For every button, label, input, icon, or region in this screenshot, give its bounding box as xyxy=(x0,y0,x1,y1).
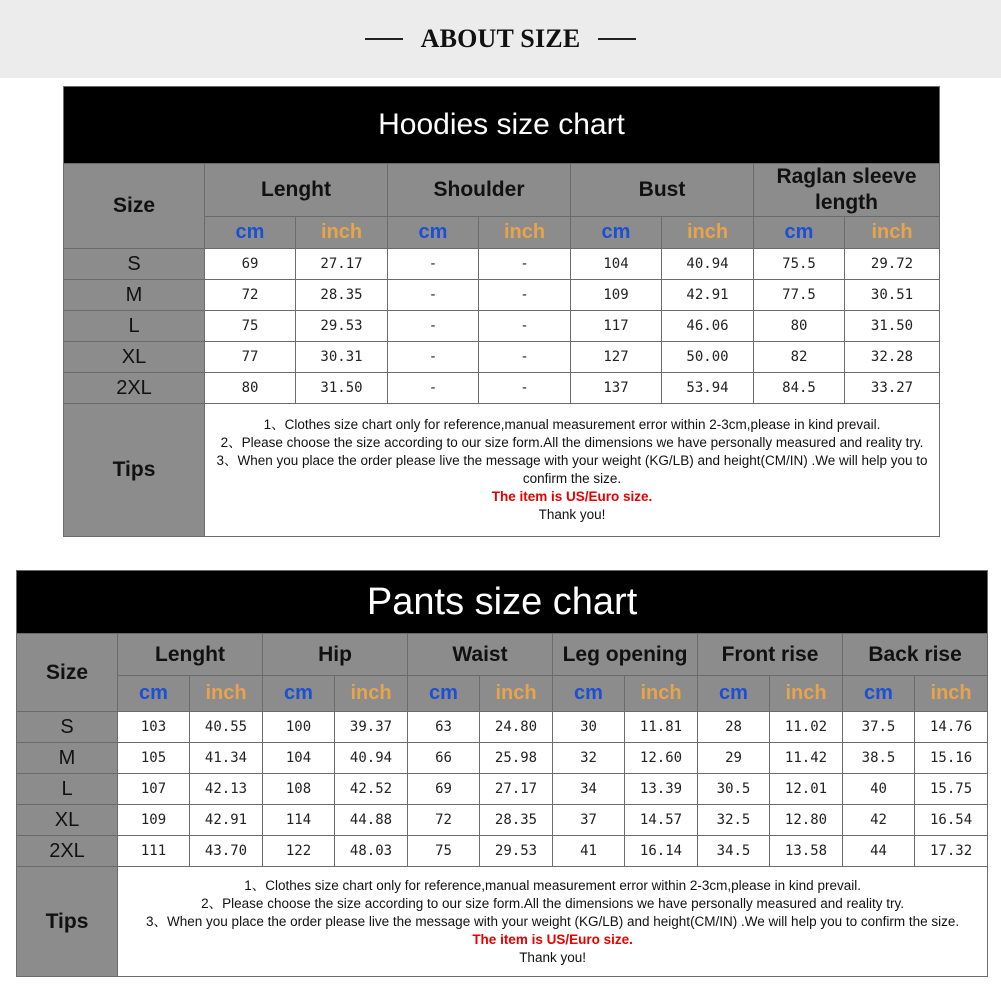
shoulder-cm-cell: - xyxy=(388,249,479,280)
unit-inch: inch xyxy=(479,217,571,249)
unit-cm: cm xyxy=(571,217,662,249)
unit-cm: cm xyxy=(408,676,480,712)
hip-cm-cell: 114 xyxy=(263,805,335,836)
waist-inch-cell: 29.53 xyxy=(480,836,553,867)
tip-line: 2、Please choose the size according to our size form.All the dimensions we have personally measured and reality try. xyxy=(201,895,905,911)
length-cm-cell: 77 xyxy=(205,342,296,373)
about-size-banner xyxy=(0,0,1001,78)
back-rise-cm-cell: 40 xyxy=(843,774,915,805)
bust-inch-cell: 50.00 xyxy=(662,342,754,373)
size-label: 2XL xyxy=(17,836,118,867)
size-label: M xyxy=(64,280,205,311)
raglan-sleeve-cm-cell: 75.5 xyxy=(754,249,845,280)
front-rise-inch-cell: 12.01 xyxy=(770,774,843,805)
length-inch-cell: 42.91 xyxy=(190,805,263,836)
pants-size-row xyxy=(17,805,988,836)
tip-line: 1、Clothes size chart only for reference,manual measurement error within 2-3cm,please in kind prevail. xyxy=(244,877,861,893)
unit-inch: inch xyxy=(662,217,754,249)
waist-cm-cell: 66 xyxy=(408,743,480,774)
hip-inch-cell: 39.37 xyxy=(335,712,408,743)
raglan-sleeve-inch-cell: 29.72 xyxy=(845,249,940,280)
hoodies-size-chart xyxy=(63,86,940,537)
leg-opening-inch-cell: 16.14 xyxy=(625,836,698,867)
unit-cm: cm xyxy=(263,676,335,712)
hip-inch-cell: 40.94 xyxy=(335,743,408,774)
unit-cm: cm xyxy=(843,676,915,712)
hip-cm-cell: 104 xyxy=(263,743,335,774)
raglan-sleeve-inch-cell: 30.51 xyxy=(845,280,940,311)
front-rise-cm-cell: 29 xyxy=(698,743,770,774)
unit-cm: cm xyxy=(698,676,770,712)
hoodies-shoulder-header: Shoulder xyxy=(388,164,571,217)
pants-chart-title: Pants size chart xyxy=(17,571,988,634)
length-inch-cell: 29.53 xyxy=(296,311,388,342)
tip-line: 1、Clothes size chart only for reference,manual measurement error within 2-3cm,please in kind prevail. xyxy=(263,417,881,432)
length-cm-cell: 111 xyxy=(118,836,190,867)
unit-cm: cm xyxy=(118,676,190,712)
leg-opening-cm-cell: 37 xyxy=(553,805,625,836)
hip-inch-cell: 42.52 xyxy=(335,774,408,805)
hoodies-length-header: Lenght xyxy=(205,164,388,217)
length-inch-cell: 27.17 xyxy=(296,249,388,280)
unit-cm: cm xyxy=(553,676,625,712)
hoodies-tips-label: Tips xyxy=(64,404,205,537)
length-inch-cell: 28.35 xyxy=(296,280,388,311)
tip-size-notice: The item is US/Euro size. xyxy=(472,931,633,947)
leg-opening-inch-cell: 12.60 xyxy=(625,743,698,774)
length-cm-cell: 75 xyxy=(205,311,296,342)
hip-cm-cell: 108 xyxy=(263,774,335,805)
size-label: S xyxy=(64,249,205,280)
unit-inch: inch xyxy=(480,676,553,712)
length-inch-cell: 40.55 xyxy=(190,712,263,743)
pants-waist-header: Waist xyxy=(408,634,553,676)
hip-inch-cell: 44.88 xyxy=(335,805,408,836)
front-rise-inch-cell: 11.02 xyxy=(770,712,843,743)
back-rise-inch-cell: 16.54 xyxy=(915,805,988,836)
hoodies-size-row xyxy=(64,373,940,404)
hoodies-size-header: Size xyxy=(64,164,205,249)
back-rise-inch-cell: 17.32 xyxy=(915,836,988,867)
waist-cm-cell: 72 xyxy=(408,805,480,836)
length-cm-cell: 69 xyxy=(205,249,296,280)
length-cm-cell: 109 xyxy=(118,805,190,836)
back-rise-cm-cell: 44 xyxy=(843,836,915,867)
hoodies-chart-title: Hoodies size chart xyxy=(64,87,940,164)
bust-inch-cell: 46.06 xyxy=(662,311,754,342)
length-inch-cell: 43.70 xyxy=(190,836,263,867)
back-rise-inch-cell: 15.75 xyxy=(915,774,988,805)
pants-size-row xyxy=(17,743,988,774)
pants-size-row xyxy=(17,836,988,867)
unit-cm: cm xyxy=(205,217,296,249)
back-rise-cm-cell: 37.5 xyxy=(843,712,915,743)
length-cm-cell: 107 xyxy=(118,774,190,805)
hoodies-size-row xyxy=(64,249,940,280)
length-inch-cell: 31.50 xyxy=(296,373,388,404)
size-label: 2XL xyxy=(64,373,205,404)
raglan-sleeve-cm-cell: 77.5 xyxy=(754,280,845,311)
size-label: M xyxy=(17,743,118,774)
tip-thanks: Thank you! xyxy=(519,949,586,965)
front-rise-cm-cell: 28 xyxy=(698,712,770,743)
bust-cm-cell: 109 xyxy=(571,280,662,311)
back-rise-cm-cell: 42 xyxy=(843,805,915,836)
raglan-sleeve-inch-cell: 33.27 xyxy=(845,373,940,404)
bust-cm-cell: 127 xyxy=(571,342,662,373)
shoulder-inch-cell: - xyxy=(479,342,571,373)
size-label: S xyxy=(17,712,118,743)
waist-inch-cell: 27.17 xyxy=(480,774,553,805)
bust-inch-cell: 53.94 xyxy=(662,373,754,404)
size-label: XL xyxy=(17,805,118,836)
waist-inch-cell: 28.35 xyxy=(480,805,553,836)
shoulder-cm-cell: - xyxy=(388,311,479,342)
leg-opening-cm-cell: 34 xyxy=(553,774,625,805)
hoodies-raglan-sleeve-header: Raglan sleeve length xyxy=(754,164,940,217)
leg-opening-inch-cell: 13.39 xyxy=(625,774,698,805)
shoulder-inch-cell: - xyxy=(479,280,571,311)
shoulder-cm-cell: - xyxy=(388,280,479,311)
waist-cm-cell: 63 xyxy=(408,712,480,743)
tip-line: 3、When you place the order please live the message with your weight (KG/LB) and height(CM/IN) .We will help you to confirm the size. xyxy=(216,453,928,486)
raglan-sleeve-cm-cell: 80 xyxy=(754,311,845,342)
hoodies-size-row xyxy=(64,342,940,373)
bust-cm-cell: 117 xyxy=(571,311,662,342)
shoulder-cm-cell: - xyxy=(388,342,479,373)
size-label: XL xyxy=(64,342,205,373)
banner-right-rule xyxy=(598,38,636,40)
tip-line: 3、When you place the order please live the message with your weight (KG/LB) and height(CM/IN) .We will help you to confirm the size. xyxy=(146,913,960,929)
length-inch-cell: 42.13 xyxy=(190,774,263,805)
waist-inch-cell: 24.80 xyxy=(480,712,553,743)
front-rise-cm-cell: 34.5 xyxy=(698,836,770,867)
banner-title: ABOUT SIZE xyxy=(420,24,581,53)
hoodies-bust-header: Bust xyxy=(571,164,754,217)
leg-opening-inch-cell: 11.81 xyxy=(625,712,698,743)
raglan-sleeve-inch-cell: 31.50 xyxy=(845,311,940,342)
length-cm-cell: 103 xyxy=(118,712,190,743)
unit-cm: cm xyxy=(754,217,845,249)
waist-cm-cell: 75 xyxy=(408,836,480,867)
pants-size-header: Size xyxy=(17,634,118,712)
back-rise-cm-cell: 38.5 xyxy=(843,743,915,774)
size-label: L xyxy=(64,311,205,342)
pants-leg-opening-header: Leg opening xyxy=(553,634,698,676)
front-rise-inch-cell: 12.80 xyxy=(770,805,843,836)
hip-cm-cell: 100 xyxy=(263,712,335,743)
pants-length-header: Lenght xyxy=(118,634,263,676)
tip-thanks: Thank you! xyxy=(538,507,606,522)
pants-hip-header: Hip xyxy=(263,634,408,676)
front-rise-cm-cell: 30.5 xyxy=(698,774,770,805)
leg-opening-cm-cell: 30 xyxy=(553,712,625,743)
pants-size-row xyxy=(17,774,988,805)
pants-size-row xyxy=(17,712,988,743)
raglan-sleeve-cm-cell: 84.5 xyxy=(754,373,845,404)
pants-front-rise-header: Front rise xyxy=(698,634,843,676)
unit-inch: inch xyxy=(296,217,388,249)
unit-inch: inch xyxy=(190,676,263,712)
front-rise-inch-cell: 13.58 xyxy=(770,836,843,867)
waist-cm-cell: 69 xyxy=(408,774,480,805)
front-rise-cm-cell: 32.5 xyxy=(698,805,770,836)
pants-back-rise-header: Back rise xyxy=(843,634,988,676)
pants-unit-row xyxy=(17,676,988,712)
length-inch-cell: 41.34 xyxy=(190,743,263,774)
size-label: L xyxy=(17,774,118,805)
shoulder-inch-cell: - xyxy=(479,373,571,404)
shoulder-inch-cell: - xyxy=(479,249,571,280)
bust-inch-cell: 40.94 xyxy=(662,249,754,280)
unit-inch: inch xyxy=(625,676,698,712)
bust-cm-cell: 137 xyxy=(571,373,662,404)
waist-inch-cell: 25.98 xyxy=(480,743,553,774)
back-rise-inch-cell: 15.16 xyxy=(915,743,988,774)
front-rise-inch-cell: 11.42 xyxy=(770,743,843,774)
unit-cm: cm xyxy=(388,217,479,249)
bust-cm-cell: 104 xyxy=(571,249,662,280)
pants-tips-label: Tips xyxy=(17,867,118,977)
unit-inch: inch xyxy=(845,217,940,249)
hip-inch-cell: 48.03 xyxy=(335,836,408,867)
tip-size-notice: The item is US/Euro size. xyxy=(491,489,653,504)
leg-opening-cm-cell: 41 xyxy=(553,836,625,867)
back-rise-inch-cell: 14.76 xyxy=(915,712,988,743)
banner-left-rule xyxy=(365,38,403,40)
raglan-sleeve-inch-cell: 32.28 xyxy=(845,342,940,373)
unit-inch: inch xyxy=(915,676,988,712)
leg-opening-inch-cell: 14.57 xyxy=(625,805,698,836)
hoodies-tips-text xyxy=(205,404,940,537)
hip-cm-cell: 122 xyxy=(263,836,335,867)
bust-inch-cell: 42.91 xyxy=(662,280,754,311)
unit-inch: inch xyxy=(770,676,843,712)
pants-tips-text xyxy=(118,867,988,977)
hoodies-size-row xyxy=(64,280,940,311)
leg-opening-cm-cell: 32 xyxy=(553,743,625,774)
length-cm-cell: 80 xyxy=(205,373,296,404)
shoulder-inch-cell: - xyxy=(479,311,571,342)
length-cm-cell: 72 xyxy=(205,280,296,311)
length-cm-cell: 105 xyxy=(118,743,190,774)
unit-inch: inch xyxy=(335,676,408,712)
tip-line: 2、Please choose the size according to our size form.All the dimensions we have personally measured and reality try. xyxy=(220,435,924,450)
banner-heading xyxy=(365,24,637,54)
length-inch-cell: 30.31 xyxy=(296,342,388,373)
hoodies-size-row xyxy=(64,311,940,342)
pants-size-chart xyxy=(16,570,988,977)
shoulder-cm-cell: - xyxy=(388,373,479,404)
raglan-sleeve-cm-cell: 82 xyxy=(754,342,845,373)
